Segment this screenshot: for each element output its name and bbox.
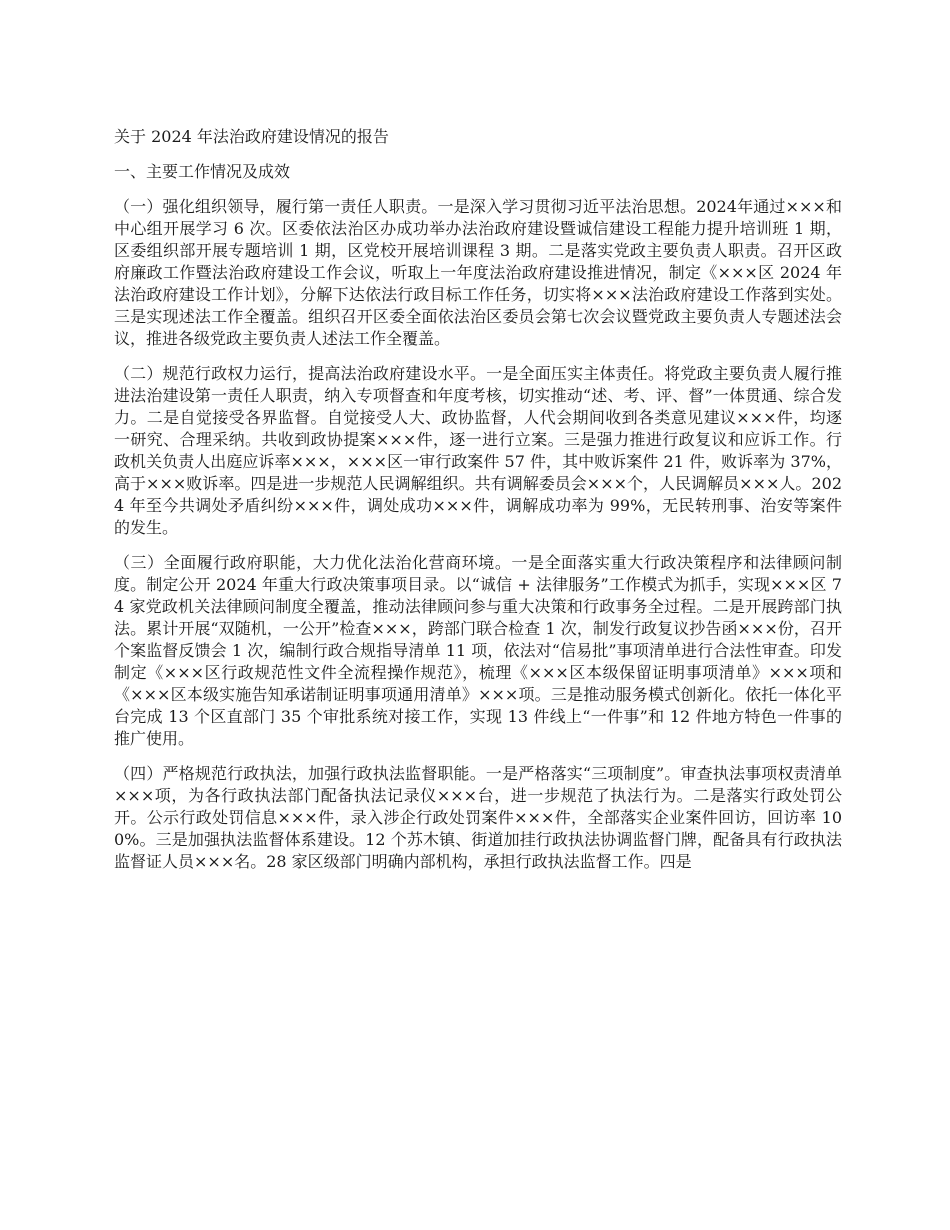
- paragraph-4: （四）严格规范行政执法，加强行政执法监督职能。一是严格落实“三项制度”。审查执法事项权责清单×××项，为各行政执法部门配备执法记录仪×××台，进一步规范了执法行为。二是落实行政处罚公开。公示行政处罚信息×××件，录入涉企行政处罚案件×××件，全部落实企业案件回访，回访率 100%。三是加强执法监督体系建设。12 个苏木镇、街道加挂行政执法协调监督门牌，配备具有行政执法监督证人员×××名。28 家区级部门明确内部机构，承担行政执法监督工作。四是: [114, 764, 842, 871]
- document-page: [114, 118, 842, 873]
- paragraph-2: （二）规范行政权力运行，提高法治政府建设水平。一是全面压实主体责任。将党政主要负责人履行推进法治建设第一责任人职责，纳入专项督查和年度考核，切实推动“述、考、评、督”一体贯通、综合发力。二是自觉接受各界监督。自觉接受人大、政协监督，人代会期间收到各类意见建议×××件，均逐一研究、合理采纳。共收到政协提案×××件，逐一进行立案。三是强力推进行政复议和应诉工作。行政机关负责人出庭应诉率×××，×××区一审行政案件 57 件，其中败诉案件 21 件，败诉率为 37%，高于×××败诉率。四是进一步规范人民调解组织。共有调解委员会×××个，人民调解员×××人。2024 年至今共调处矛盾纠纷×××件，调处成功×××件，调解成功率为 99%，无民转刑事、治安等案件的发生。: [114, 364, 842, 537]
- document-title: 关于 2024 年法治政府建设情况的报告: [114, 127, 389, 146]
- paragraph-3: （三）全面履行政府职能，大力优化法治化营商环境。一是全面落实重大行政决策程序和法律顾问制度。制定公开 2024 年重大行政决策事项目录。以“诚信 + 法律服务”工作模式为抓手，实现×××区 74 家党政机关法律顾问制度全覆盖，推动法律顾问参与重大决策和行政事务全过程。二是开展跨部门执法。累计开展“双随机，一公开”检查×××，跨部门联合检查 1 次，制发行政复议抄告函×××份，召开个案监督反馈会 1 次，编制行政合规指导清单 11 项，依法对“信易批”事项清单进行合法性审查。印发制定《×××区行政规范性文件全流程操作规范》，梳理《×××区本级保留证明事项清单》×××项和《×××区本级实施告知承诺制证明事项通用清单》×××项。三是推动服务模式创新化。依托一体化平台完成 13 个区直部门 35 个审批系统对接工作，实现 13 件线上“一件事”和 12 件地方特色一件事的推广使用。: [114, 553, 842, 748]
- paragraph-1: （一）强化组织领导，履行第一责任人职责。一是深入学习贯彻习近平法治思想。2024年通过×××和中心组开展学习 6 次。区委依法治区办成功举办法治政府建设暨诚信建设工程能力提升培训班 1 期，区委组织部开展专题培训 1 期，区党校开展培训课程 3 期。二是落实党政主要负责人职责。召开区政府廉政工作暨法治政府建设工作会议，听取上一年度法治政府建设推进情况，制定《×××区 2024 年法治政府建设工作计划》，分解下达依法行政目标工作任务，切实将×××法治政府建设工作落到实处。三是实现述法工作全覆盖。组织召开区委全面依法治区委员会第七次会议暨党政主要负责人专题述法会议，推进各级党政主要负责人述法工作全覆盖。: [114, 197, 842, 348]
- section-heading: 一、主要工作情况及成效: [114, 162, 291, 181]
